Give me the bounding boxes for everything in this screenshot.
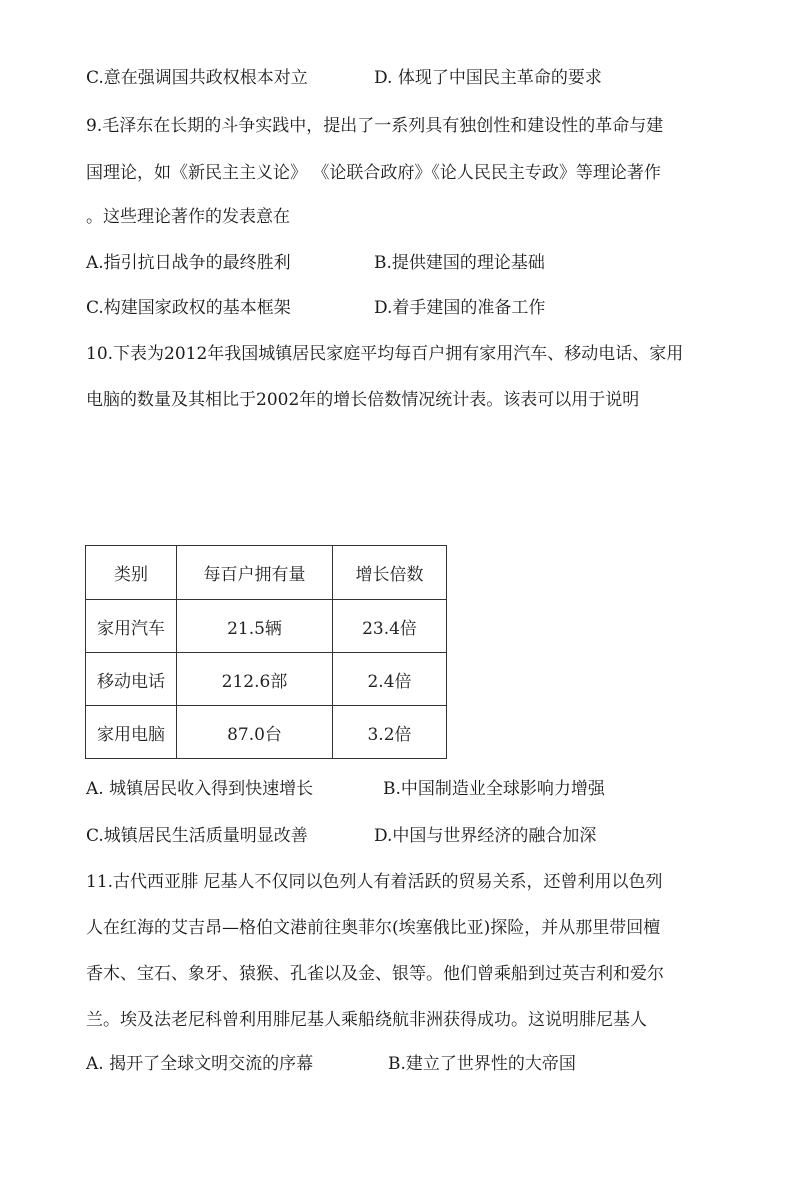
q9-stem-line-1: 9.毛泽东在长期的斗争实践中，提出了一系列具有独创性和建设性的革命与建 xyxy=(86,116,664,136)
q11-stem-line-1: 11.古代西亚腓 尼基人不仅同以色列人有着活跃的贸易关系，还曾利用以色列 xyxy=(86,872,663,892)
q9-option-b: B.提供建国的理论基础 xyxy=(374,253,545,273)
table-cell: 87.0台 xyxy=(177,706,333,759)
q9-stem-line-3: 。这些理论著作的发表意在 xyxy=(86,207,290,227)
table-cell: 23.4倍 xyxy=(333,600,447,653)
table-header-category: 类别 xyxy=(86,546,177,600)
q11-stem-line-3: 香木、宝石、象牙、猿猴、孔雀以及金、银等。他们曾乘船到过英吉利和爱尔 xyxy=(86,964,664,984)
statistics-table xyxy=(85,545,447,759)
q10-stem-line-2: 电脑的数量及其相比于2002年的增长倍数情况统计表。该表可以用于说明 xyxy=(86,390,640,410)
table-row xyxy=(86,653,447,706)
q10-option-b: B.中国制造业全球影响力增强 xyxy=(383,779,605,799)
table-cell: 212.6部 xyxy=(177,653,333,706)
q8-option-d: D. 体现了中国民主革命的要求 xyxy=(374,68,602,88)
q11-option-a: A. 揭开了全球文明交流的序幕 xyxy=(86,1054,314,1074)
q10-option-a: A. 城镇居民收入得到快速增长 xyxy=(86,779,314,799)
table-cell: 2.4倍 xyxy=(333,653,447,706)
q9-option-c: C.构建国家政权的基本框架 xyxy=(86,298,291,318)
q9-stem-line-2: 国理论，如《新民主主义论》 《论联合政府》《论人民民主专政》等理论著作 xyxy=(86,163,661,183)
table-cell: 家用电脑 xyxy=(86,706,177,759)
q10-stem-line-1: 10.下表为2012年我国城镇居民家庭平均每百户拥有家用汽车、移动电话、家用 xyxy=(86,344,684,364)
q10-option-c: C.城镇居民生活质量明显改善 xyxy=(86,826,308,846)
q11-option-b: B.建立了世界性的大帝国 xyxy=(388,1054,576,1074)
table-cell: 家用汽车 xyxy=(86,600,177,653)
table-cell: 移动电话 xyxy=(86,653,177,706)
q10-option-d: D.中国与世界经济的融合加深 xyxy=(374,826,597,846)
table-cell: 3.2倍 xyxy=(333,706,447,759)
q9-option-a: A.指引抗日战争的最终胜利 xyxy=(86,253,291,273)
q9-option-d: D.着手建国的准备工作 xyxy=(374,298,546,318)
table-cell: 21.5辆 xyxy=(177,600,333,653)
table-header-row xyxy=(86,546,447,600)
table-row xyxy=(86,600,447,653)
q11-stem-line-4: 兰。埃及法老尼科曾利用腓尼基人乘船绕航非洲获得成功。这说明腓尼基人 xyxy=(86,1010,647,1030)
table-row xyxy=(86,706,447,759)
table-header-per-hundred: 每百户拥有量 xyxy=(177,546,333,600)
q8-option-c: C.意在强调国共政权根本对立 xyxy=(86,68,308,88)
q11-stem-line-2: 人在红海的艾吉昂—格伯文港前往奥菲尔(埃塞俄比亚)探险，并从那里带回檀 xyxy=(86,918,661,938)
table-header-growth: 增长倍数 xyxy=(333,546,447,600)
